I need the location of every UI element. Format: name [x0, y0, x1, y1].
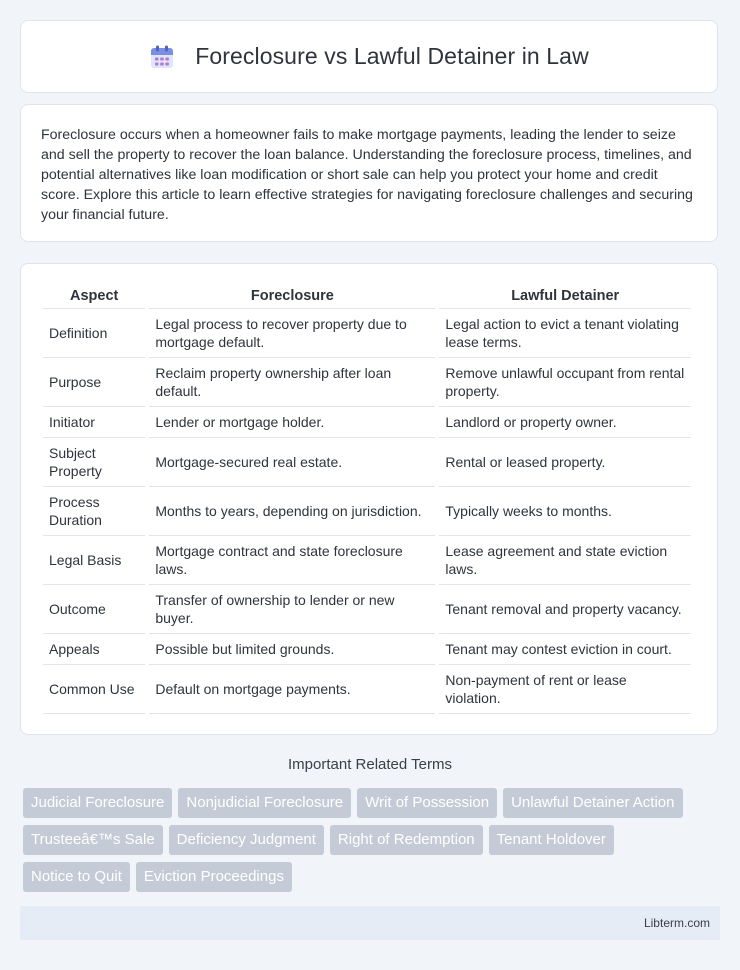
cell-foreclosure: Lender or mortgage holder.: [149, 407, 435, 438]
cell-detainer: Rental or leased property.: [439, 438, 691, 487]
related-term-tag[interactable]: Trusteeâ€™s Sale: [23, 825, 163, 855]
related-term-tag[interactable]: Right of Redemption: [330, 825, 483, 855]
table-row: [43, 536, 691, 585]
cell-foreclosure: Transfer of ownership to lender or new buyer.: [149, 585, 435, 634]
related-term-tag[interactable]: Nonjudicial Foreclosure: [178, 788, 351, 818]
cell-foreclosure: Legal process to recover property due to mortgage default.: [149, 309, 435, 358]
cell-foreclosure: Reclaim property ownership after loan default.: [149, 358, 435, 407]
comparison-table: [39, 284, 695, 714]
cell-detainer: Typically weeks to months.: [439, 487, 691, 536]
cell-detainer: Tenant removal and property vacancy.: [439, 585, 691, 634]
table-row: [43, 407, 691, 438]
table-header-row: [43, 284, 691, 309]
cell-aspect: Legal Basis: [43, 536, 145, 585]
cell-aspect: Initiator: [43, 407, 145, 438]
cell-detainer: Lease agreement and state eviction laws.: [439, 536, 691, 585]
cell-foreclosure: Months to years, depending on jurisdiction.: [149, 487, 435, 536]
table-row: [43, 634, 691, 665]
related-term-tag[interactable]: Notice to Quit: [23, 862, 130, 892]
header-foreclosure: Foreclosure: [149, 284, 435, 309]
cell-aspect: Purpose: [43, 358, 145, 407]
related-terms-title: Important Related Terms: [288, 756, 452, 773]
footer: [20, 906, 720, 940]
header-lawful-detainer: Lawful Detainer: [439, 284, 691, 309]
related-term-tag[interactable]: Eviction Proceedings: [136, 862, 292, 892]
header-card: [20, 20, 718, 93]
cell-aspect: Common Use: [43, 665, 145, 714]
cell-aspect: Appeals: [43, 634, 145, 665]
table-row: [43, 309, 691, 358]
table-row: [43, 487, 691, 536]
cell-detainer: Non-payment of rent or lease violation.: [439, 665, 691, 714]
footer-site-link[interactable]: Libterm.com: [643, 916, 710, 930]
table-row: [43, 358, 691, 407]
cell-detainer: Remove unlawful occupant from rental property.: [439, 358, 691, 407]
related-term-tag[interactable]: Judicial Foreclosure: [23, 788, 172, 818]
intro-paragraph: Foreclosure occurs when a homeowner fails to make mortgage payments, leading the lender to seize and sell the property to recover the loan balance. Understanding the foreclosure process, timelines, and potential alternatives like loan modification or short sale can help you protect your home and credit score. Explore this article to learn effective strategies for navigating foreclosure challenges and securing your financial future.: [41, 127, 693, 223]
calendar-icon: [149, 44, 175, 70]
cell-aspect: Outcome: [43, 585, 145, 634]
table-row: [43, 665, 691, 714]
header-aspect: Aspect: [43, 284, 145, 309]
cell-detainer: Legal action to evict a tenant violating lease terms.: [439, 309, 691, 358]
cell-foreclosure: Mortgage-secured real estate.: [149, 438, 435, 487]
cell-detainer: Tenant may contest eviction in court.: [439, 634, 691, 665]
comparison-table-card: [20, 263, 718, 735]
related-term-tag[interactable]: Writ of Possession: [357, 788, 497, 818]
cell-aspect: Subject Property: [43, 438, 145, 487]
cell-detainer: Landlord or property owner.: [439, 407, 691, 438]
cell-aspect: Definition: [43, 309, 145, 358]
related-term-tag[interactable]: Tenant Holdover: [489, 825, 614, 855]
page-title: Foreclosure vs Lawful Detainer in Law: [195, 43, 589, 69]
table-row: [43, 438, 691, 487]
cell-foreclosure: Mortgage contract and state foreclosure laws.: [149, 536, 435, 585]
related-terms-list: [23, 788, 723, 892]
intro-card: [20, 104, 718, 242]
related-term-tag[interactable]: Deficiency Judgment: [169, 825, 324, 855]
cell-foreclosure: Default on mortgage payments.: [149, 665, 435, 714]
related-term-tag[interactable]: Unlawful Detainer Action: [503, 788, 682, 818]
table-row: [43, 585, 691, 634]
cell-aspect: Process Duration: [43, 487, 145, 536]
cell-foreclosure: Possible but limited grounds.: [149, 634, 435, 665]
title-wrap: [149, 43, 589, 70]
